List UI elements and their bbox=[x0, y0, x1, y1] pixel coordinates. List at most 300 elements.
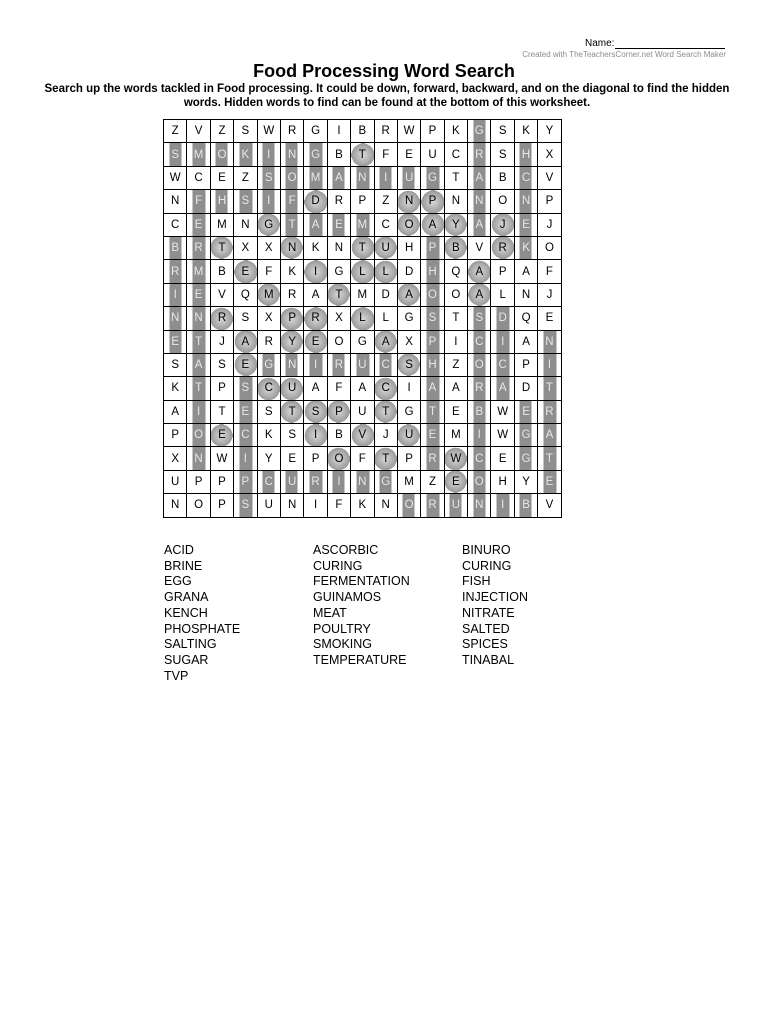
name-label: Name: bbox=[585, 38, 615, 49]
grid-cell: X bbox=[327, 307, 350, 330]
word-list-item: SUGAR bbox=[164, 652, 209, 667]
grid-cell: P bbox=[327, 400, 350, 423]
grid-cell: R bbox=[187, 236, 210, 259]
grid-cell: D bbox=[491, 307, 514, 330]
grid-cell: L bbox=[374, 307, 397, 330]
grid-cell: P bbox=[210, 377, 233, 400]
grid-cell: N bbox=[164, 307, 187, 330]
grid-cell: T bbox=[351, 236, 374, 259]
grid-cell: S bbox=[397, 353, 420, 376]
grid-cell: H bbox=[421, 260, 444, 283]
grid-cell: C bbox=[187, 166, 210, 189]
grid-cell: P bbox=[421, 190, 444, 213]
grid-row bbox=[164, 494, 562, 517]
grid-cell: E bbox=[234, 353, 257, 376]
grid-cell: L bbox=[491, 283, 514, 306]
word-list-item: PHOSPHATE bbox=[164, 621, 241, 636]
grid-cell: G bbox=[514, 447, 537, 470]
grid-cell: G bbox=[468, 120, 491, 143]
grid-cell: O bbox=[187, 424, 210, 447]
grid-cell: R bbox=[304, 307, 327, 330]
grid-cell: P bbox=[351, 190, 374, 213]
grid-cell: G bbox=[351, 330, 374, 353]
grid-cell: S bbox=[280, 424, 303, 447]
grid-cell: I bbox=[491, 330, 514, 353]
grid-cell: B bbox=[210, 260, 233, 283]
grid-cell: T bbox=[538, 447, 561, 470]
grid-cell: C bbox=[374, 353, 397, 376]
grid-cell: K bbox=[280, 260, 303, 283]
grid-cell: M bbox=[351, 213, 374, 236]
grid-cell: S bbox=[468, 307, 491, 330]
grid-cell: A bbox=[351, 377, 374, 400]
grid-cell: Z bbox=[421, 470, 444, 493]
grid-cell: W bbox=[164, 166, 187, 189]
grid-cell: R bbox=[164, 260, 187, 283]
grid-cell: X bbox=[397, 330, 420, 353]
name-blank-line[interactable] bbox=[615, 38, 725, 49]
grid-cell: A bbox=[468, 283, 491, 306]
grid-cell: R bbox=[421, 447, 444, 470]
word-list-item: FISH bbox=[462, 574, 491, 589]
grid-cell: D bbox=[514, 377, 537, 400]
grid-cell: V bbox=[538, 166, 561, 189]
grid-row bbox=[164, 307, 562, 330]
grid-cell: N bbox=[280, 494, 303, 517]
grid-cell: B bbox=[327, 424, 350, 447]
grid-cell: H bbox=[491, 470, 514, 493]
grid-row bbox=[164, 377, 562, 400]
grid-cell: S bbox=[164, 353, 187, 376]
grid-cell: M bbox=[304, 166, 327, 189]
grid-cell: U bbox=[351, 353, 374, 376]
grid-cell: X bbox=[257, 307, 280, 330]
grid-cell: O bbox=[397, 213, 420, 236]
grid-cell: F bbox=[187, 190, 210, 213]
grid-cell: E bbox=[421, 424, 444, 447]
grid-cell: F bbox=[327, 494, 350, 517]
grid-cell: H bbox=[397, 236, 420, 259]
grid-cell: S bbox=[164, 143, 187, 166]
grid-cell: X bbox=[257, 236, 280, 259]
grid-cell: I bbox=[538, 353, 561, 376]
grid-cell: W bbox=[210, 447, 233, 470]
grid-cell: N bbox=[187, 307, 210, 330]
grid-cell: T bbox=[210, 236, 233, 259]
grid-cell: O bbox=[280, 166, 303, 189]
grid-cell: D bbox=[397, 260, 420, 283]
grid-cell: P bbox=[164, 424, 187, 447]
grid-cell: G bbox=[397, 307, 420, 330]
grid-cell: T bbox=[444, 166, 467, 189]
grid-cell: U bbox=[397, 166, 420, 189]
grid-row bbox=[164, 190, 562, 213]
grid-cell: K bbox=[304, 236, 327, 259]
grid-cell: Z bbox=[374, 190, 397, 213]
grid-cell: E bbox=[234, 260, 257, 283]
grid-cell: A bbox=[164, 400, 187, 423]
grid-cell: Y bbox=[538, 120, 561, 143]
grid-cell: R bbox=[327, 190, 350, 213]
grid-cell: Y bbox=[280, 330, 303, 353]
grid-cell: M bbox=[257, 283, 280, 306]
grid-cell: S bbox=[234, 307, 257, 330]
grid-cell: B bbox=[514, 494, 537, 517]
grid-cell: N bbox=[538, 330, 561, 353]
grid-cell: O bbox=[468, 470, 491, 493]
grid-cell: K bbox=[514, 236, 537, 259]
grid-row bbox=[164, 166, 562, 189]
grid-cell: A bbox=[538, 424, 561, 447]
word-list-item: INJECTION bbox=[462, 590, 528, 605]
grid-cell: O bbox=[327, 447, 350, 470]
grid-cell: U bbox=[280, 377, 303, 400]
grid-cell: T bbox=[210, 400, 233, 423]
word-search-grid bbox=[163, 119, 562, 518]
grid-cell: F bbox=[351, 447, 374, 470]
grid-cell: U bbox=[164, 470, 187, 493]
grid-cell: U bbox=[397, 424, 420, 447]
grid-cell: B bbox=[444, 236, 467, 259]
word-list-item: SMOKING bbox=[313, 637, 373, 652]
grid-cell: Z bbox=[210, 120, 233, 143]
grid-cell: L bbox=[374, 260, 397, 283]
grid-cell: S bbox=[257, 166, 280, 189]
grid-cell: P bbox=[421, 330, 444, 353]
grid-cell: S bbox=[491, 120, 514, 143]
grid-cell: T bbox=[187, 377, 210, 400]
grid-cell: A bbox=[514, 330, 537, 353]
word-list-item: SPICES bbox=[462, 637, 508, 652]
grid-cell: R bbox=[468, 377, 491, 400]
grid-cell: S bbox=[421, 307, 444, 330]
grid-cell: I bbox=[164, 283, 187, 306]
word-list-item: CURING bbox=[313, 558, 363, 573]
grid-cell: E bbox=[280, 447, 303, 470]
grid-cell: C bbox=[374, 377, 397, 400]
grid-cell: E bbox=[327, 213, 350, 236]
instructions: Search up the words tackled in Food processing. It could be down, forward, backward, and on the diagonal to find the hidden words. Hidden words to find can be found at the bottom of this worksheet. bbox=[44, 83, 730, 109]
grid-cell: T bbox=[327, 283, 350, 306]
grid-cell: T bbox=[280, 213, 303, 236]
grid-cell: O bbox=[210, 143, 233, 166]
grid-cell: U bbox=[351, 400, 374, 423]
word-list-item: TVP bbox=[164, 668, 189, 683]
grid-cell: U bbox=[257, 494, 280, 517]
grid-cell: Q bbox=[444, 260, 467, 283]
grid-cell: I bbox=[397, 377, 420, 400]
grid-cell: K bbox=[351, 494, 374, 517]
grid-cell: M bbox=[397, 470, 420, 493]
grid-cell: E bbox=[210, 166, 233, 189]
grid-cell: N bbox=[164, 190, 187, 213]
grid-cell: Z bbox=[164, 120, 187, 143]
grid-cell: N bbox=[444, 190, 467, 213]
grid-cell: N bbox=[374, 494, 397, 517]
grid-cell: P bbox=[397, 447, 420, 470]
grid-cell: F bbox=[280, 190, 303, 213]
grid-cell: P bbox=[280, 307, 303, 330]
grid-cell: N bbox=[351, 166, 374, 189]
word-list-item: SALTING bbox=[164, 637, 217, 652]
grid-cell: R bbox=[280, 283, 303, 306]
grid-cell: N bbox=[187, 447, 210, 470]
grid-cell: V bbox=[468, 236, 491, 259]
grid-cell: H bbox=[514, 143, 537, 166]
grid-cell: A bbox=[468, 260, 491, 283]
grid-cell: V bbox=[538, 494, 561, 517]
grid-cell: W bbox=[444, 447, 467, 470]
grid-cell: Y bbox=[257, 447, 280, 470]
grid-cell: K bbox=[164, 377, 187, 400]
grid-cell: U bbox=[280, 470, 303, 493]
grid-cell: G bbox=[257, 353, 280, 376]
grid-cell: J bbox=[538, 213, 561, 236]
grid-cell: E bbox=[234, 400, 257, 423]
grid-cell: P bbox=[234, 470, 257, 493]
grid-cell: W bbox=[491, 400, 514, 423]
grid-cell: A bbox=[491, 377, 514, 400]
grid-cell: D bbox=[374, 283, 397, 306]
grid-cell: L bbox=[351, 260, 374, 283]
word-list-item: SALTED bbox=[462, 621, 510, 636]
grid-cell: L bbox=[351, 307, 374, 330]
grid-cell: I bbox=[304, 260, 327, 283]
grid-cell: I bbox=[234, 447, 257, 470]
word-list-item: MEAT bbox=[313, 605, 347, 620]
word-list-item: GUINAMOS bbox=[313, 590, 382, 605]
grid-cell: E bbox=[538, 307, 561, 330]
grid-cell: K bbox=[257, 424, 280, 447]
grid-cell: O bbox=[327, 330, 350, 353]
grid-cell: E bbox=[187, 283, 210, 306]
grid-row bbox=[164, 330, 562, 353]
grid-cell: E bbox=[514, 213, 537, 236]
grid-cell: G bbox=[304, 120, 327, 143]
grid-cell: G bbox=[514, 424, 537, 447]
grid-cell: N bbox=[164, 494, 187, 517]
grid-cell: V bbox=[351, 424, 374, 447]
word-list-item: CURING bbox=[462, 558, 512, 573]
grid-cell: A bbox=[421, 377, 444, 400]
grid-cell: W bbox=[491, 424, 514, 447]
grid-cell: C bbox=[514, 166, 537, 189]
grid-cell: B bbox=[468, 400, 491, 423]
grid-cell: A bbox=[304, 213, 327, 236]
grid-cell: S bbox=[304, 400, 327, 423]
grid-cell: M bbox=[187, 143, 210, 166]
grid-cell: I bbox=[444, 330, 467, 353]
grid-cell: I bbox=[257, 143, 280, 166]
grid-cell: E bbox=[538, 470, 561, 493]
grid-cell: U bbox=[374, 236, 397, 259]
grid-cell: H bbox=[210, 190, 233, 213]
grid-cell: C bbox=[257, 377, 280, 400]
grid-cell: C bbox=[257, 470, 280, 493]
name-field[interactable] bbox=[585, 38, 725, 49]
grid-cell: A bbox=[468, 213, 491, 236]
grid-cell: P bbox=[210, 470, 233, 493]
grid-cell: A bbox=[327, 166, 350, 189]
grid-cell: X bbox=[234, 236, 257, 259]
grid-cell: G bbox=[397, 400, 420, 423]
grid-cell: P bbox=[491, 260, 514, 283]
grid-cell: F bbox=[257, 260, 280, 283]
grid-cell: K bbox=[514, 120, 537, 143]
grid-cell: R bbox=[257, 330, 280, 353]
grid-cell: A bbox=[187, 353, 210, 376]
grid-cell: S bbox=[234, 190, 257, 213]
grid-cell: R bbox=[468, 143, 491, 166]
grid-cell: I bbox=[187, 400, 210, 423]
grid-cell: C bbox=[444, 143, 467, 166]
grid-cell: T bbox=[280, 400, 303, 423]
word-list-item: EGG bbox=[164, 574, 192, 589]
grid-cell: N bbox=[351, 470, 374, 493]
grid-cell: I bbox=[304, 353, 327, 376]
grid-row bbox=[164, 120, 562, 143]
grid-cell: B bbox=[327, 143, 350, 166]
grid-cell: N bbox=[234, 213, 257, 236]
grid-cell: K bbox=[444, 120, 467, 143]
grid-cell: P bbox=[421, 120, 444, 143]
grid-cell: Q bbox=[514, 307, 537, 330]
grid-cell: O bbox=[468, 353, 491, 376]
grid-cell: S bbox=[491, 143, 514, 166]
word-list-item: POULTRY bbox=[313, 621, 371, 636]
grid-cell: N bbox=[514, 283, 537, 306]
grid-cell: A bbox=[397, 283, 420, 306]
grid-cell: A bbox=[514, 260, 537, 283]
grid-cell: F bbox=[327, 377, 350, 400]
grid-cell: Z bbox=[234, 166, 257, 189]
grid-cell: E bbox=[444, 400, 467, 423]
grid-cell: U bbox=[444, 494, 467, 517]
grid-cell: H bbox=[421, 353, 444, 376]
grid-cell: A bbox=[304, 283, 327, 306]
grid-cell: S bbox=[234, 494, 257, 517]
grid-cell: I bbox=[468, 424, 491, 447]
grid-cell: G bbox=[421, 166, 444, 189]
grid-cell: B bbox=[351, 120, 374, 143]
grid-cell: M bbox=[210, 213, 233, 236]
grid-row bbox=[164, 470, 562, 493]
grid-cell: C bbox=[374, 213, 397, 236]
grid-cell: J bbox=[210, 330, 233, 353]
grid-cell: M bbox=[187, 260, 210, 283]
grid-cell: T bbox=[538, 377, 561, 400]
grid-cell: E bbox=[514, 400, 537, 423]
credit-text: Created with TheTeachersCorner.net Word Search Maker bbox=[522, 50, 726, 59]
grid-cell: O bbox=[444, 283, 467, 306]
grid-row bbox=[164, 143, 562, 166]
grid-cell: M bbox=[444, 424, 467, 447]
grid-cell: A bbox=[374, 330, 397, 353]
grid-cell: T bbox=[187, 330, 210, 353]
grid-cell: R bbox=[280, 120, 303, 143]
grid-cell: V bbox=[187, 120, 210, 143]
grid-cell: C bbox=[468, 330, 491, 353]
grid-cell: N bbox=[280, 236, 303, 259]
word-list-item: GRANA bbox=[164, 590, 209, 605]
grid-cell: Y bbox=[514, 470, 537, 493]
grid-cell: N bbox=[327, 236, 350, 259]
grid-cell: E bbox=[210, 424, 233, 447]
grid-cell: X bbox=[164, 447, 187, 470]
grid-cell: B bbox=[164, 236, 187, 259]
grid-cell: R bbox=[538, 400, 561, 423]
grid-cell: E bbox=[444, 470, 467, 493]
grid-cell: I bbox=[327, 470, 350, 493]
grid-row bbox=[164, 283, 562, 306]
word-list-item: ACID bbox=[164, 543, 194, 557]
grid-cell: W bbox=[257, 120, 280, 143]
grid-cell: I bbox=[491, 494, 514, 517]
grid-cell: J bbox=[374, 424, 397, 447]
grid-cell: A bbox=[444, 377, 467, 400]
grid-cell: S bbox=[234, 377, 257, 400]
grid-cell: S bbox=[210, 353, 233, 376]
grid-cell: N bbox=[468, 190, 491, 213]
grid-cell: N bbox=[397, 190, 420, 213]
grid-row bbox=[164, 447, 562, 470]
grid-cell: V bbox=[210, 283, 233, 306]
grid-cell: E bbox=[397, 143, 420, 166]
page-title: Food Processing Word Search bbox=[253, 61, 515, 81]
grid-cell: A bbox=[304, 377, 327, 400]
grid-cell: Y bbox=[444, 213, 467, 236]
grid-row bbox=[164, 353, 562, 376]
grid-cell: G bbox=[257, 213, 280, 236]
grid-cell: P bbox=[210, 494, 233, 517]
grid-cell: I bbox=[304, 494, 327, 517]
grid-cell: P bbox=[187, 470, 210, 493]
grid-cell: C bbox=[164, 213, 187, 236]
grid-row bbox=[164, 213, 562, 236]
grid-cell: P bbox=[538, 190, 561, 213]
grid-cell: W bbox=[397, 120, 420, 143]
grid-cell: A bbox=[234, 330, 257, 353]
grid-cell: E bbox=[164, 330, 187, 353]
grid-row bbox=[164, 400, 562, 423]
grid-cell: O bbox=[397, 494, 420, 517]
grid-cell: R bbox=[304, 470, 327, 493]
word-list-item: TINABAL bbox=[462, 652, 515, 667]
word-list-item: NITRATE bbox=[462, 605, 515, 620]
grid-cell: B bbox=[491, 166, 514, 189]
word-list bbox=[164, 543, 611, 684]
grid-cell: C bbox=[234, 424, 257, 447]
word-list-item: TEMPERATURE bbox=[313, 652, 407, 667]
word-list-item: ASCORBIC bbox=[313, 543, 379, 557]
grid-cell: X bbox=[538, 143, 561, 166]
grid-cell: S bbox=[257, 400, 280, 423]
word-list-item: KENCH bbox=[164, 605, 208, 620]
grid-cell: I bbox=[257, 190, 280, 213]
grid-cell: O bbox=[491, 190, 514, 213]
grid-cell: T bbox=[444, 307, 467, 330]
grid-cell: Q bbox=[234, 283, 257, 306]
grid-cell: E bbox=[187, 213, 210, 236]
grid-cell: R bbox=[491, 236, 514, 259]
grid-cell: T bbox=[421, 400, 444, 423]
grid-cell: N bbox=[280, 143, 303, 166]
grid-cell: N bbox=[468, 494, 491, 517]
grid-cell: I bbox=[304, 424, 327, 447]
grid-row bbox=[164, 236, 562, 259]
grid-cell: I bbox=[374, 166, 397, 189]
grid-cell: F bbox=[374, 143, 397, 166]
